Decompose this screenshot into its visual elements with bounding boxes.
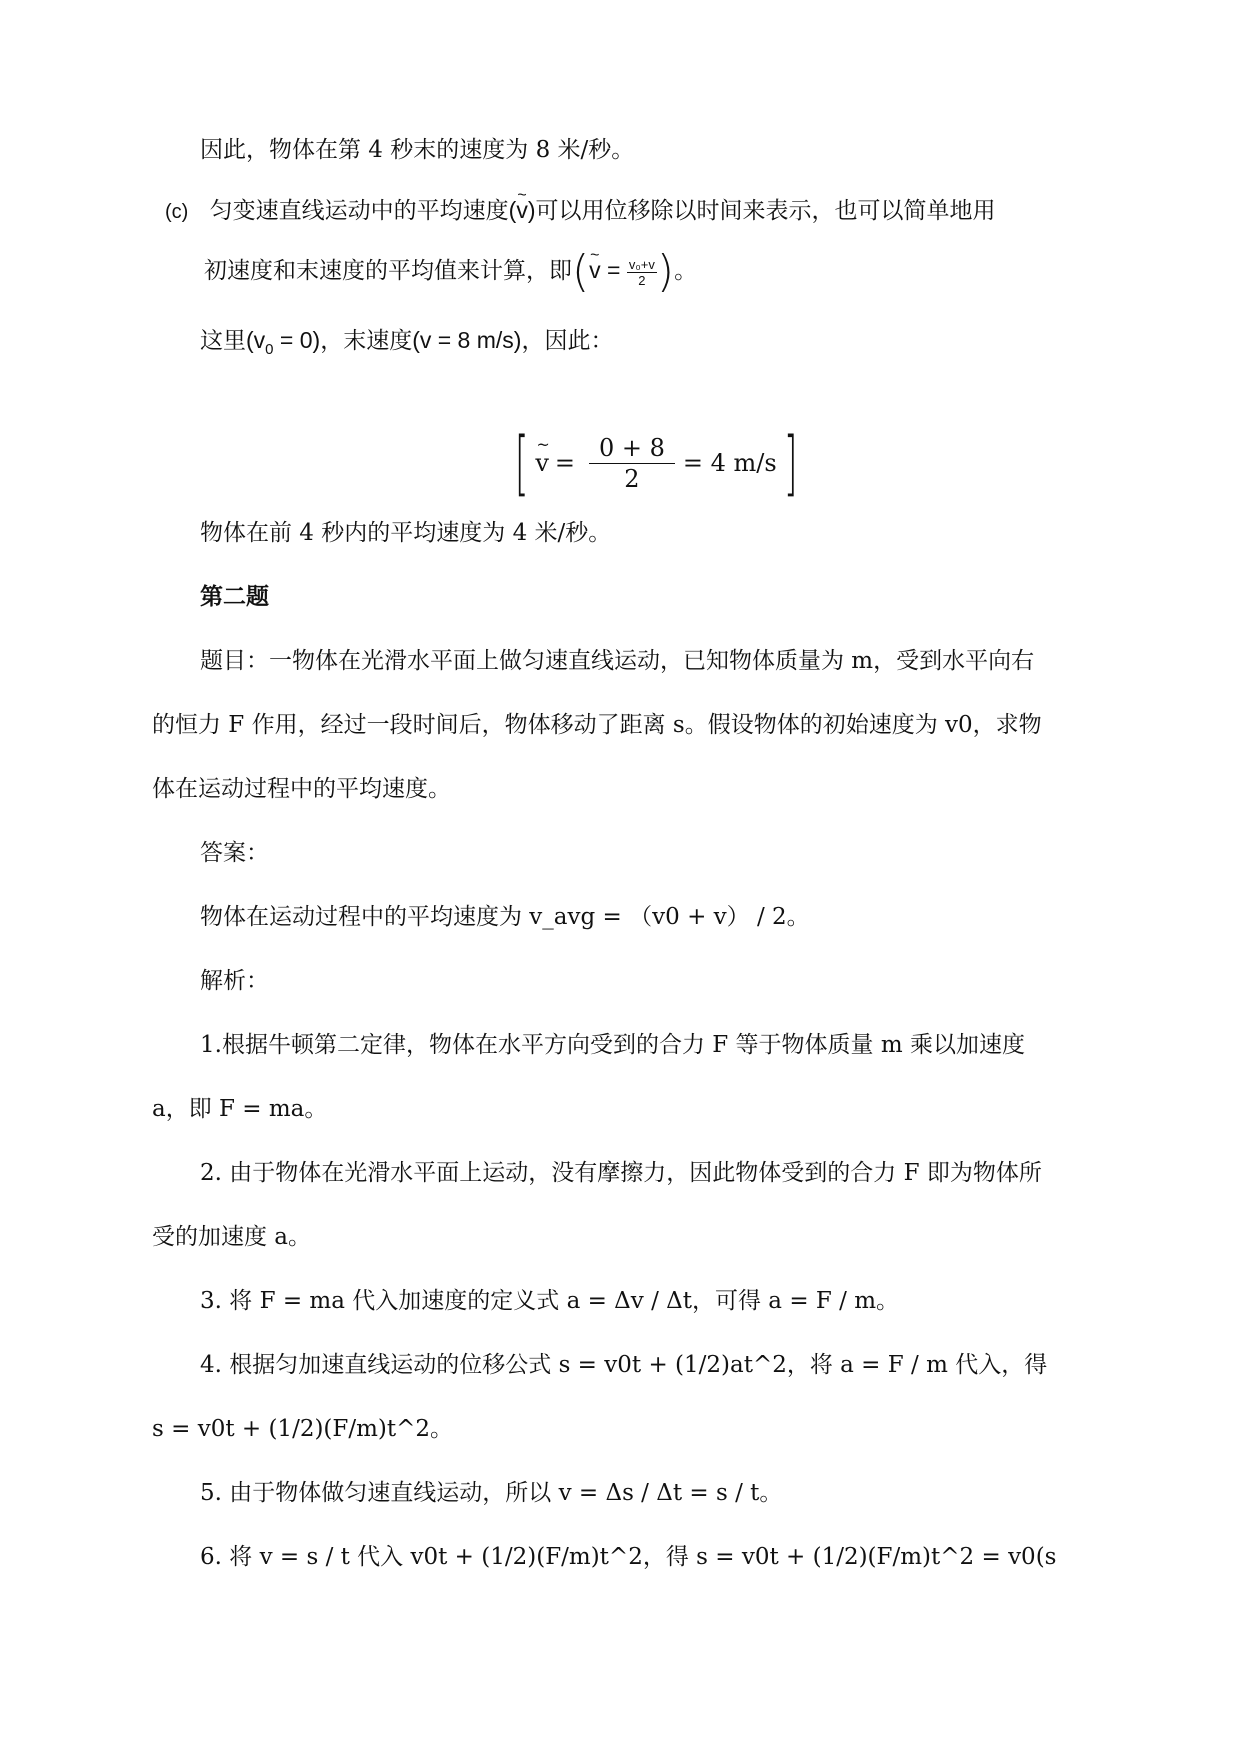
label: 解析： (200, 968, 269, 994)
text: 这里 (200, 328, 246, 354)
section-heading (200, 582, 269, 612)
text: 题目：一物体在光滑水平面上做匀速直线运动，已知物体质量为 m，受到水平向右 (200, 648, 1035, 674)
text: s = v0t + (1/2)(F/m)t^2。 (152, 1416, 454, 1442)
text: 的恒力 F 作用，经过一段时间后，物体移动了距离 s。假设物体的初始速度为 v0，求物 (152, 712, 1042, 738)
text: 5. 由于物体做匀速直线运动，所以 v = Δs / Δt = s / t。 (200, 1480, 783, 1506)
text-line: 这里$(v_0 = 0)$，末速度(v = 8 m/s)，因此： (200, 327, 614, 358)
text: ，因此： (521, 328, 614, 354)
text-line (200, 838, 269, 868)
text-line (152, 774, 451, 804)
text: 2. 由于物体在光滑水平面上运动，没有摩擦力，因此物体受到的合力 F 即为物体所 (200, 1160, 1042, 1186)
text-line (152, 1094, 327, 1124)
text-line (200, 1286, 899, 1316)
inline-fraction (627, 257, 657, 288)
text: 4. 根据匀加速直线运动的位移公式 s = v0t + (1/2)at^2，将 a = F / m 代入，得 (200, 1352, 1048, 1378)
text-line: 初速度和末速度的平均值来计算，即(~ v = $\frac{\text{v₀+v}}{2}$ )。 (204, 255, 697, 288)
text-line (152, 1222, 311, 1252)
text-line (200, 518, 611, 548)
text-line (200, 1030, 1025, 1060)
text: 因此，物体在第 4 秒末的速度为 8 米/秒。 (200, 137, 635, 163)
v0-symbol: v (253, 327, 266, 353)
text: 物体在运动过程中的平均速度为 v_avg = （v0 + v） / 2。 (200, 904, 810, 930)
text: 初速度和末速度的平均值来计算，即 (204, 258, 572, 284)
text: 体在运动过程中的平均速度。 (152, 776, 451, 802)
heading-text: 第二题 (200, 583, 269, 610)
text: 受的加速度 a。 (152, 1224, 312, 1250)
v-bar-symbol: ~ v (535, 449, 549, 477)
value: (v = 8 m/s) (412, 327, 522, 353)
text: 6. 将 v = s / t 代入 v0t + (1/2)(F/m)t^2，得 s = v0t + (1/2)(F/m)t^2 = v0(s (200, 1544, 1057, 1570)
text: 3. 将 F = ma 代入加速度的定义式 a = Δv / Δt，可得 a = F / m。 (200, 1288, 900, 1314)
text: 物体在前 4 秒内的平均速度为 4 米/秒。 (200, 520, 612, 546)
text-line (200, 135, 634, 165)
result: = 4 m/s (682, 449, 777, 477)
numerator: 0 + 8 (589, 433, 675, 464)
text: 可以用位移除以时间来表示，也可以简单地用 (535, 198, 996, 224)
subscript: 0 (265, 341, 274, 358)
text-line (200, 1350, 1047, 1380)
v-bar-symbol: ~ v (516, 195, 528, 225)
text-line (200, 1158, 1042, 1188)
text: 1.根据牛顿第二定律，物体在水平方向受到的合力 F 等于物体质量 m 乘以加速度 (200, 1032, 1025, 1058)
text-line (152, 710, 1042, 740)
text-line: (c) 匀变速直线运动中的平均速度(~ v)可以用位移除以时间来表示，也可以简单地用 (165, 195, 995, 227)
label: 答案： (200, 840, 269, 866)
text-line (152, 1414, 453, 1444)
text: 匀变速直线运动中的平均速度 (209, 198, 509, 224)
text-line (200, 966, 269, 996)
text-line (200, 1542, 1056, 1572)
text: ，末速度 (320, 328, 413, 354)
equals: = (600, 257, 627, 283)
display-fraction (589, 433, 675, 494)
text-line (200, 646, 1034, 676)
numerator: v₀+v (628, 256, 655, 272)
text-line (200, 1478, 782, 1508)
item-label: (c) (165, 201, 189, 223)
display-equation: [ ~ v = $\frac{0 + 8}{2}$ = 4 m/s ] (508, 428, 804, 498)
period: 。 (674, 258, 698, 284)
v-bar-symbol: ~ v (589, 255, 601, 285)
text: a，即 F = ma。 (152, 1096, 328, 1122)
value: = 0) (273, 327, 321, 353)
equals: = (554, 449, 575, 477)
denominator: 2 (624, 464, 640, 493)
denominator: 2 (638, 272, 646, 288)
text-line (200, 902, 810, 932)
